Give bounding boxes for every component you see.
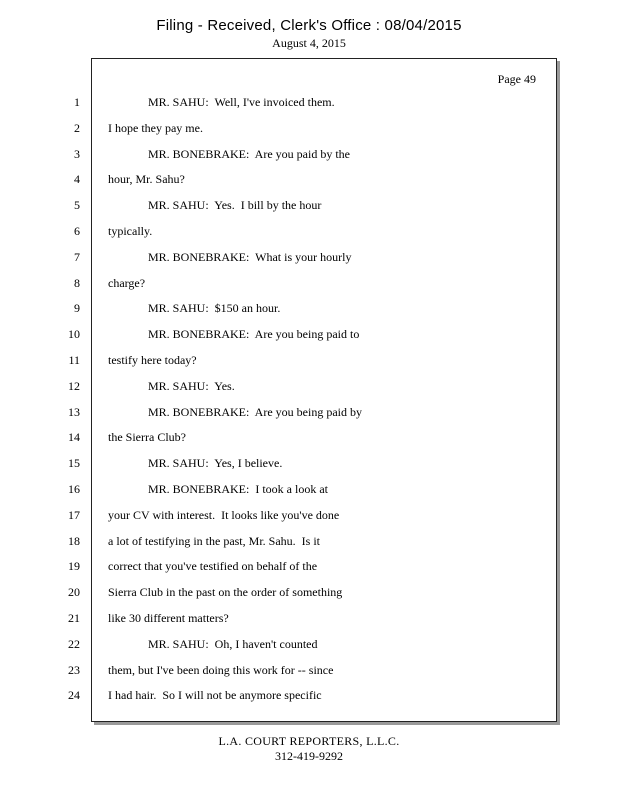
filing-date: August 4, 2015 [272, 36, 346, 50]
line-number: 11 [68, 353, 80, 367]
line-number: 23 [68, 662, 80, 677]
line-number: 20 [68, 585, 80, 600]
line-number: 8 [74, 275, 80, 290]
transcript-line: MR. SAHU: $150 an hour. [148, 301, 281, 316]
line-number: 2 [74, 120, 80, 135]
transcript-line: MR. BONEBRAKE: I took a look at [148, 482, 328, 496]
transcript-line: correct that you've testified on behalf of the [108, 559, 318, 574]
line-number: 16 [68, 482, 80, 496]
line-number: 13 [68, 404, 80, 419]
transcript-line: MR. BONEBRAKE: What is your hourly [148, 249, 352, 264]
line-number: 19 [68, 559, 80, 574]
transcript-line: I had hair. So I will not be anymore specific [108, 688, 322, 703]
line-number: 7 [74, 249, 80, 264]
line-number: 15 [68, 456, 80, 471]
transcript-line: the Sierra Club? [108, 430, 186, 445]
transcript-line: I hope they pay me. [108, 120, 203, 135]
transcript-line: MR. BONEBRAKE: Are you being paid by [148, 404, 362, 419]
transcript-line: testify here today? [108, 353, 197, 367]
page-number: Page 49 [497, 72, 536, 86]
line-number: 12 [68, 378, 80, 393]
transcript-line: MR. SAHU: Yes. [148, 378, 235, 393]
line-number: 4 [74, 172, 80, 187]
transcript-line: charge? [108, 275, 146, 290]
line-number: 6 [74, 224, 80, 238]
line-number: 3 [74, 146, 80, 161]
transcript-line: MR. BONEBRAKE: Are you paid by the [148, 146, 350, 161]
line-number: 5 [74, 198, 80, 213]
transcript-line: MR. SAHU: Yes. I bill by the hour [148, 198, 322, 213]
transcript-line: hour, Mr. Sahu? [108, 172, 185, 187]
line-number: 17 [68, 507, 80, 522]
line-number: 1 [74, 95, 80, 109]
footer-phone: 312-419-9292 [275, 749, 343, 763]
transcript-line: typically. [108, 224, 153, 238]
line-number: 10 [68, 327, 80, 342]
transcript-line: Sierra Club in the past on the order of something [108, 585, 343, 600]
line-number: 21 [68, 611, 80, 625]
transcript-line: MR. SAHU: Oh, I haven't counted [148, 636, 318, 651]
transcript-line: them, but I've been doing this work for -- since [108, 662, 334, 677]
transcript-line: MR. SAHU: Well, I've invoiced them. [148, 95, 335, 109]
transcript-line: a lot of testifying in the past, Mr. Sahu. Is it [108, 533, 320, 548]
transcript-line: like 30 different matters? [108, 611, 229, 625]
transcript-line: MR. SAHU: Yes, I believe. [148, 456, 283, 471]
filing-stamp: Filing - Received, Clerk's Office : 08/04/2015 [156, 17, 462, 34]
line-number: 9 [74, 301, 80, 316]
line-number: 24 [68, 688, 80, 703]
transcript-line: MR. BONEBRAKE: Are you being paid to [148, 327, 360, 342]
line-number: 22 [68, 636, 80, 651]
line-number: 18 [68, 533, 80, 548]
line-number: 14 [68, 430, 80, 445]
transcript-line: your CV with interest. It looks like you've done [108, 507, 340, 522]
footer-company: L.A. COURT REPORTERS, L.L.C. [218, 734, 400, 748]
